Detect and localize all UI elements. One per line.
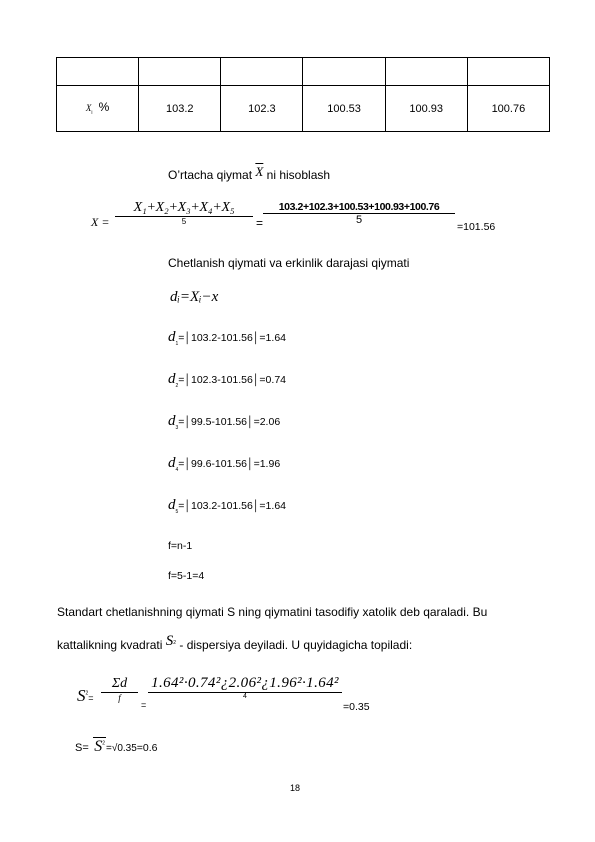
stdev-equals: = <box>106 743 112 754</box>
mean-heading <box>168 164 331 183</box>
row-label: X <box>85 103 92 114</box>
mean-formula-numerator: X₁+X₂+X₃+X₄+X₅ <box>133 200 235 215</box>
mean-lhs: X = <box>91 215 110 229</box>
deviation-symbol: d <box>168 497 176 513</box>
deviation-expr: =│103.2-101.56│=1.64 <box>178 500 286 512</box>
mean-formula-denominator: 5 <box>115 216 253 226</box>
mean-heading-symbol: $\overline{X}$ <box>255 164 264 179</box>
page-number: 18 <box>290 783 301 793</box>
deviation-sub: 4 <box>175 467 179 474</box>
table-cell: 100.93 <box>385 86 467 132</box>
variance-equals: = <box>141 700 147 710</box>
table-row <box>57 86 550 132</box>
deviation-sub: 5 <box>175 509 179 516</box>
table-cell: 100.53 <box>303 86 385 132</box>
mean-formula-fraction <box>115 200 253 226</box>
variance-symbol-numerator: Σd <box>111 676 128 691</box>
deviation-symbol: d <box>168 413 176 429</box>
row-label-sub: i <box>91 110 93 117</box>
table-cell: 102.3 <box>221 86 303 132</box>
degrees-value: f=5-1=4 <box>168 570 205 582</box>
deviation-sub: 2 <box>175 383 179 390</box>
deviation-expr: =│102.3-101.56│=0.74 <box>178 374 286 386</box>
variance-values-denominator: 4 <box>148 692 342 700</box>
table-cell <box>303 58 385 86</box>
deviation-expr: =│103.2-101.56│=1.64 <box>178 332 286 344</box>
stdev-sqrt: √0.35 <box>111 743 137 754</box>
variance-lhs: $S^2=$ <box>77 686 94 705</box>
data-table <box>56 57 550 132</box>
variance-symbol-denominator: f <box>101 692 138 703</box>
stdev-symbol: S <box>94 738 103 755</box>
table-cell <box>467 58 549 86</box>
deviation-sub: 3 <box>175 425 179 432</box>
deviation-line <box>168 328 286 347</box>
variance-result: =0.35 <box>343 701 370 713</box>
deviation-line <box>168 496 286 515</box>
row-label-cell <box>57 86 139 132</box>
table-cell: 103.2 <box>139 86 221 132</box>
variance-symbol-fraction <box>101 676 138 703</box>
table-cell <box>385 58 467 86</box>
stdev-lhs: S= <box>75 742 89 754</box>
row-unit: % <box>98 100 110 115</box>
mean-heading-text: O’rtacha qiymat <box>168 168 253 182</box>
mean-values-numerator: 103.2+102.3+100.53+100.93+100.76 <box>278 201 440 213</box>
degrees-definition: f=n-1 <box>168 540 193 552</box>
deviation-sub: 1 <box>175 341 179 348</box>
paragraph-line-1: Standart chetlanishning qiymati S ning qiymatini tasodifiy xatolik deb qaraladi. Bu <box>57 605 488 619</box>
mean-equals: = <box>256 216 264 230</box>
variance-values-numerator: 1.64²·0.74²¿2.06²¿1.96²·1.64² <box>151 675 339 691</box>
deviation-symbol: d <box>168 371 176 387</box>
table-cell <box>139 58 221 86</box>
mean-heading-suffix: ni hisoblash <box>266 168 331 182</box>
table-cell: 100.76 <box>467 86 549 132</box>
deviation-line <box>168 370 286 389</box>
stdev-result: =0.6 <box>136 742 158 754</box>
paragraph-line-2: kattalikning kvadrati $S^2$ - dispersiya deyiladi. U quyidagicha topiladi: <box>57 633 413 652</box>
deviation-heading: Chetlanish qiymati va erkinlik darajasi qiymati <box>168 256 410 270</box>
deviation-symbol: d <box>168 455 176 471</box>
mean-result: =101.56 <box>457 221 496 233</box>
deviation-symbol: d <box>168 329 176 345</box>
deviation-line <box>168 412 280 431</box>
deviation-expr: =│99.6-101.56│=1.96 <box>178 458 281 470</box>
deviation-general-formula: dᵢ=Xᵢ−x <box>170 289 219 305</box>
variance-values-fraction <box>148 675 342 700</box>
stdev-root: $S^2$ <box>94 738 105 755</box>
stdev-line <box>75 737 158 756</box>
deviation-expr: =│99.5-101.56│=2.06 <box>178 416 281 428</box>
table-header-row <box>57 58 550 86</box>
mean-values-denominator: 5 <box>263 213 455 226</box>
mean-values-fraction <box>263 201 455 226</box>
paragraph-line-2a: kattalikning kvadrati <box>57 638 163 652</box>
deviation-line <box>168 454 280 473</box>
table-cell <box>221 58 303 86</box>
table-cell <box>57 58 139 86</box>
paragraph-line-2b: - dispersiya deyiladi. U quyidagicha topiladi: <box>179 638 413 652</box>
paragraph-symbol: S <box>165 633 174 649</box>
variance-lhs-symbol: S <box>77 686 86 705</box>
